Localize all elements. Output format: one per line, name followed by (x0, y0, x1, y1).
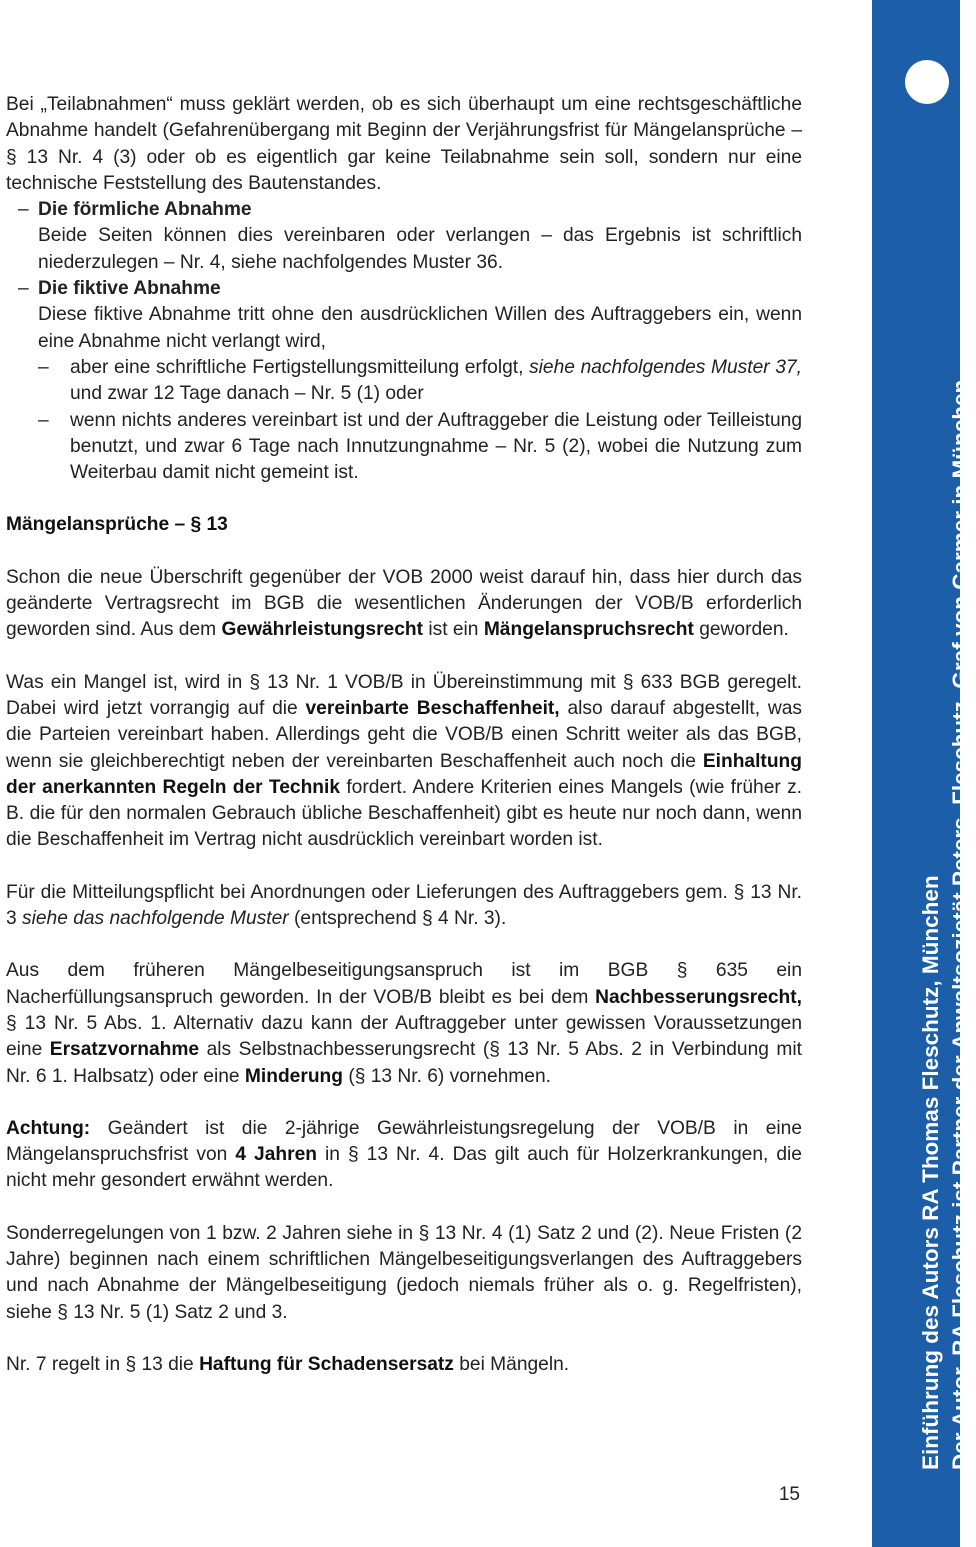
paragraph-2: Was ein Mangel ist, wird in § 13 Nr. 1 VOB/B in Übereinstimmung mit § 633 BGB geregelt. Dabei wird jetzt vorrangig auf die vereinbarte Beschaffenheit, also darauf abgestellt, was die Parteien vereinbart haben. Allerdings geht die VOB/B einen Schritt weiter als das BGB, wenn sie gleichberechtigt neben der vereinbarten Beschaffenheit auch noch die Einhaltung der anerkannten Regeln der Technik fordert. Andere Kriterien eines Mangels (wie früher z. B. die für den normalen Gebrauch übliche Beschaffenheit) gibt es heute nur noch dann, wenn die Beschaffenheit im Vertrag nicht ausdrücklich vereinbart worden ist. (6, 671, 802, 851)
dash-bullet: – (18, 278, 29, 300)
paragraph-4: Aus dem früheren Mängelbeseitigungsanspruch ist im BGB § 635 ein Nacherfüllungsanspruch geworden. In der VOB/B bleibt es bei dem Nachbesserungsrecht, § 13 Nr. 5 Abs. 1. Alternativ dazu kann der Auftraggeber unter gewissen Voraussetzungen eine Ersatzvornahme als Selbstnachbesserungsrecht (§ 13 Nr. 5 Abs. 2 in Verbindung mit Nr. 6 1. Halbsatz) oder eine Minderung (§ 13 Nr. 6) vornehmen. (6, 960, 802, 1087)
section-heading: Mängelansprüche – § 13 (6, 514, 228, 536)
formal-acceptance-text: Beide Seiten können dies vereinbaren oder verlangen – das Ergebnis ist schriftlich niederzulegen – Nr. 4, siehe nachfolgendes Muster 36. (38, 225, 802, 273)
warning-label: Achtung: (6, 1117, 91, 1139)
body-text (6, 92, 802, 1378)
dash-bullet: – (18, 199, 29, 221)
fictive-subitem-2: – wenn nichts anderes vereinbart ist und der Auftraggeber die Leistung oder Teilleistung benutzt, und zwar 6 Tage nach Innutzungnahme – Nr. 5 (2), wobei die Nutzung zum Weiterbau damit nicht gemeint ist. (38, 409, 802, 484)
paragraph-1: Schon die neue Überschrift gegenüber der VOB 2000 weist darauf hin, dass hier durch das geänderte Vertragsrecht im BGB die wesentlichen Änderungen der VOB/B erforderlich geworden sind. Aus dem Gewährleistungsrecht ist ein Mängelanspruchsrecht geworden. (6, 566, 802, 641)
circle-icon (905, 60, 949, 104)
page-number: 15 (778, 1484, 800, 1505)
intro-paragraph: Bei „Teilabnahmen“ muss geklärt werden, ob es sich überhaupt um eine rechtsgeschäftliche Abnahme handelt (Gefahrenübergang mit Beginn der Verjährungsfrist für Mängelansprüche – § 13 Nr. 4 (3) oder ob es eigentlich gar keine Teilabnahme sein soll, sondern nur eine technische Feststellung des Bautenstandes. (6, 94, 802, 194)
sidebar-line-1: Einführung des Autors RA Thomas Fleschutz, München (918, 875, 943, 1470)
fictive-subitem-1: – aber eine schriftliche Fertigstellungsmitteilung erfolgt, siehe nachfolgendes Muster 37, und zwar 12 Tage danach – Nr. 5 (1) oder (38, 356, 802, 405)
formal-acceptance-heading: Die förmliche Abnahme (38, 199, 252, 221)
fictive-acceptance-text: Diese fiktive Abnahme tritt ohne den ausdrücklichen Willen des Auftraggebers ein, wenn eine Abnahme nicht verlangt wird, (38, 304, 802, 352)
dash-bullet: – (38, 356, 49, 378)
fictive-acceptance-heading: Die fiktive Abnahme (38, 278, 221, 300)
sidebar-vertical-text (916, 380, 976, 1470)
muster-37-reference: siehe nachfolgendes Muster 37, (529, 356, 802, 378)
paragraph-5: Achtung: Geändert ist die 2-jährige Gewährleistungsregelung der VOB/B in eine Mängelanspruchsfrist von 4 Jahren in § 13 Nr. 4. Das gilt auch für Holzerkrankungen, die nicht mehr gesondert erwähnt werden. (6, 1117, 802, 1192)
formal-acceptance-item (6, 197, 802, 276)
paragraph-3: Für die Mitteilungspflicht bei Anordnungen oder Lieferungen des Auftraggebers gem. § 13 Nr. 3 siehe das nachfolgende Muster (entsprechend § 4 Nr. 3). (6, 881, 802, 930)
paragraph-7: Nr. 7 regelt in § 13 die Haftung für Schadensersatz bei Mängeln. (6, 1353, 570, 1375)
fictive-acceptance-item (6, 276, 802, 486)
sidebar-line-2: Der Autor, RA Fleschutz ist Partner der Anwaltsozietät Peters, Fleschutz, Graf von Carmer in München (948, 379, 973, 1470)
paragraph-6: Sonderregelungen von 1 bzw. 2 Jahren siehe in § 13 Nr. 4 (1) Satz 2 und (2). Neue Fristen (2 Jahre) beginnen nach einem schriftlichen Mängelbeseitigungsverlangen des Auftraggebers und nach Abnahme der Mängelbeseitigung (jedoch niemals früher als o. g. Regelfristen), siehe § 13 Nr. 5 (1) Satz 2 und 3. (6, 1222, 802, 1323)
dash-bullet: – (38, 409, 49, 431)
